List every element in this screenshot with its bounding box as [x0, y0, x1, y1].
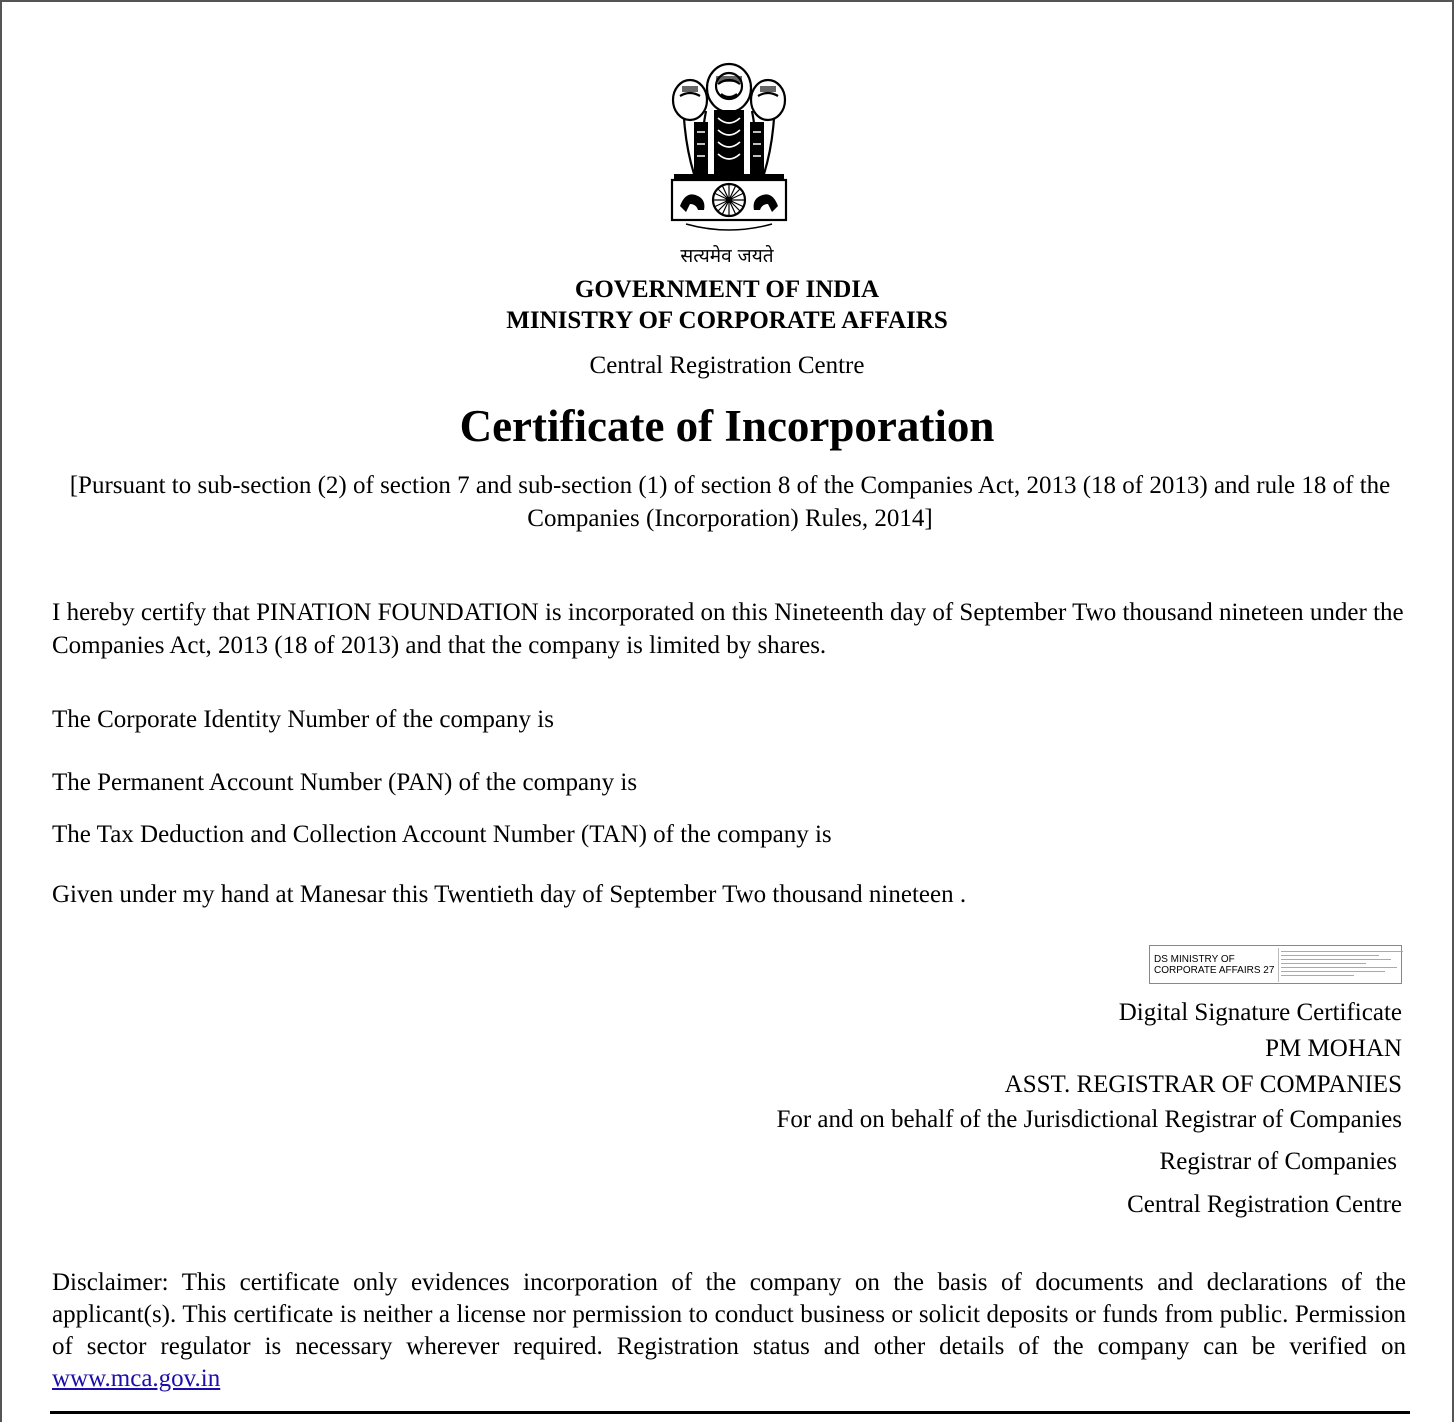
registrar-line: Registrar of Companies	[1159, 1148, 1397, 1175]
national-emblem-icon	[666, 56, 792, 238]
signatory-designation: ASST. REGISTRAR OF COMPANIES	[1004, 1071, 1402, 1098]
ministry-heading: MINISTRY OF CORPORATE AFFAIRS	[506, 307, 948, 334]
certification-statement: I hereby certify that PINATION FOUNDATION is incorporated on this Nineteenth day of September Two thousand nineteen under the Companies Act, 2013 (18 of 2013) and that the company is limited by shares.	[52, 599, 1404, 659]
disclaimer-text: Disclaimer: This certificate only evidences incorporation of the company on the basis of documents and declarations of the applicant(s). This certificate is neither a license nor permission to conduct business or solicit deposits or funds from public. Permission of sector regulator is necessary wherever required. Registration status and other details of the company can be verified on	[52, 1269, 1406, 1360]
cin-label: The Corporate Identity Number of the company is	[52, 706, 554, 733]
given-under-hand: Given under my hand at Manesar this Twentieth day of September Two thousand nineteen .	[52, 881, 967, 908]
signature-certificate-label: Digital Signature Certificate	[1118, 999, 1402, 1026]
tan-label: The Tax Deduction and Collection Account Number (TAN) of the company is	[52, 821, 832, 848]
digital-signature-stamp[interactable]	[1149, 945, 1402, 984]
government-heading: GOVERNMENT OF INDIA	[574, 276, 880, 303]
bottom-divider	[50, 1411, 1410, 1414]
centre-line: Central Registration Centre	[1127, 1191, 1402, 1218]
page-title: Certificate of Incorporation	[459, 401, 995, 451]
stamp-fine-print	[1278, 948, 1403, 982]
disclaimer	[52, 1267, 1406, 1395]
stamp-text: DS MINISTRY OF CORPORATE AFFAIRS 27	[1154, 954, 1275, 976]
pursuant-clause: [Pursuant to sub-section (2) of section 7 and sub-section (1) of section 8 of the Companies Act, 2013 (18 of 2013) and rule 18 of the Companies (Incorporation) Rules, 2014]	[69, 472, 1391, 532]
signatory-name: PM MOHAN	[1265, 1035, 1402, 1062]
on-behalf-line: For and on behalf of the Jurisdictional Registrar of Companies	[776, 1106, 1402, 1133]
mca-website-link[interactable]: www.mca.gov.in	[52, 1365, 221, 1392]
pan-label: The Permanent Account Number (PAN) of the company is	[52, 769, 638, 796]
emblem-motto: सत्यमेव जयते	[680, 245, 774, 267]
registration-centre: Central Registration Centre	[589, 352, 865, 379]
